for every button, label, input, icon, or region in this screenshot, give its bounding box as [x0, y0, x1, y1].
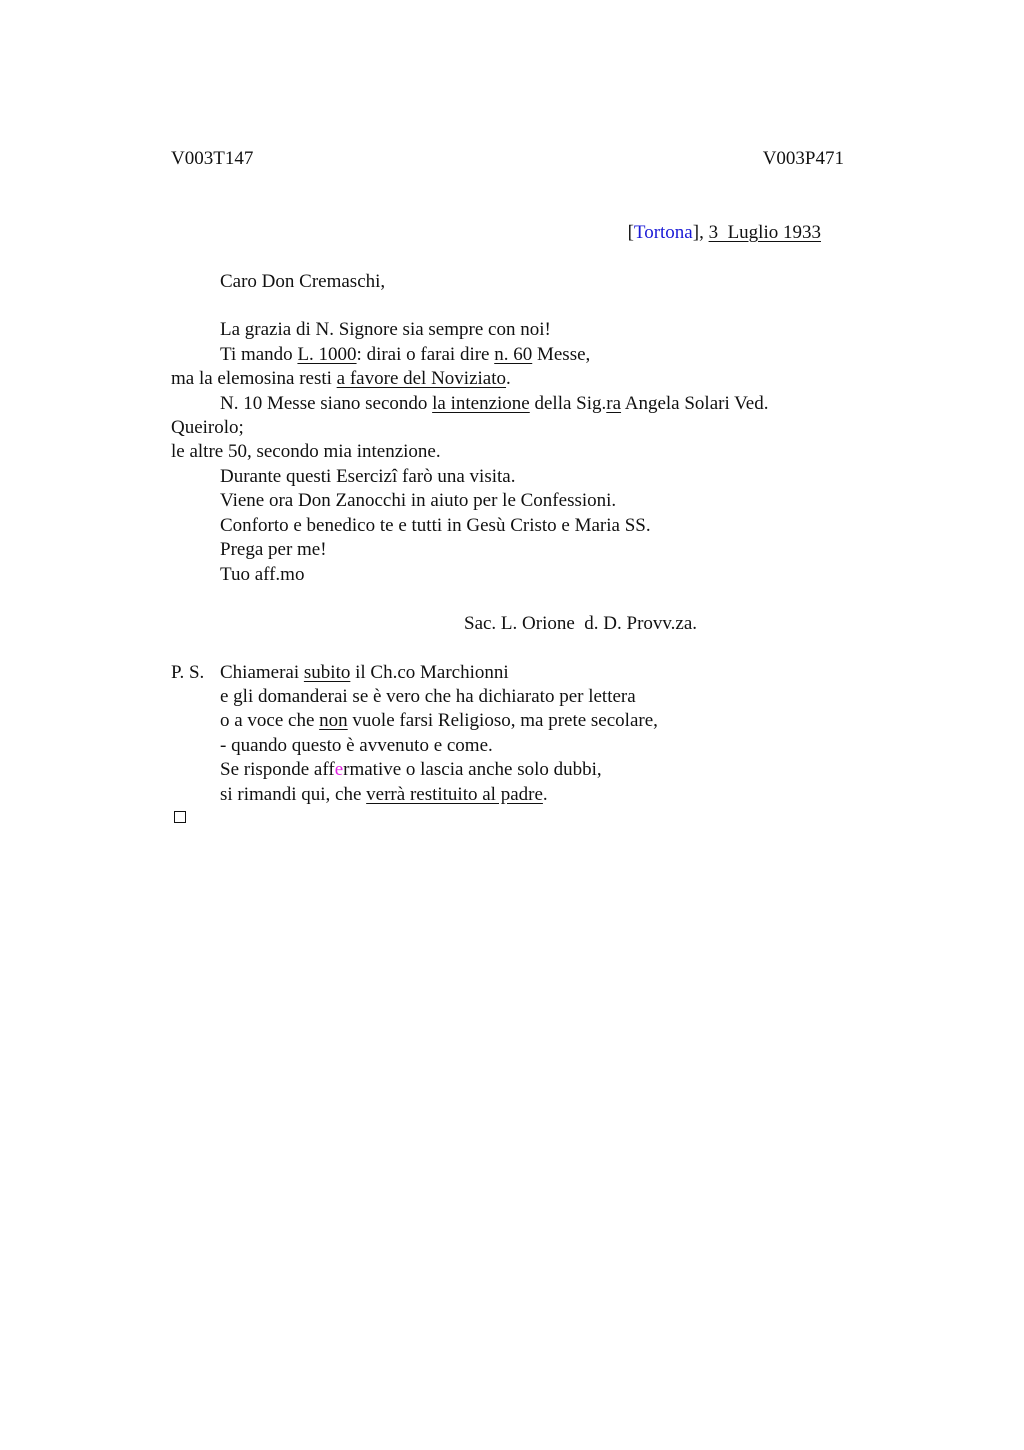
body-line-3	[171, 368, 511, 390]
text-run: il Ch.co Marchionni	[350, 662, 509, 683]
restituito-underlined: verrà restituito al padre	[366, 784, 543, 805]
text-run: N. 10 Messe siano secondo	[220, 393, 433, 414]
body-line-10: Prega per me!	[220, 539, 327, 560]
amount-underlined: L. 1000	[297, 344, 357, 365]
abbr-underlined: ra	[606, 393, 622, 414]
header-left-code: V003T147	[171, 148, 254, 169]
date-text: 3 Luglio 1933	[708, 222, 821, 243]
text-run: vuole farsi Religioso, ma prete secolare,	[347, 710, 658, 731]
ps-line-6	[220, 784, 548, 806]
greeting: Caro Don Cremaschi,	[220, 271, 386, 292]
ps-line-1	[220, 662, 509, 684]
text-run: si rimandi qui, che	[220, 784, 367, 805]
letter-date	[628, 222, 821, 244]
subito-underlined: subito	[303, 662, 351, 683]
intention-underlined: la intenzione	[432, 393, 530, 414]
body-line-1: La grazia di N. Signore sia sempre con noi!	[220, 319, 551, 340]
body-line-8: Viene ora Don Zanocchi in aiuto per le Confessioni.	[220, 490, 617, 511]
text-run: .	[542, 784, 548, 805]
non-underlined: non	[319, 710, 348, 731]
text-run: : dirai o farai dire	[356, 344, 495, 365]
date-place: Tortona	[633, 222, 693, 243]
ps-line-4: - quando questo è avvenuto e come.	[220, 735, 493, 756]
ps-line-2: e gli domanderai se è vero che ha dichiarato per lettera	[220, 686, 636, 707]
end-marker-box	[174, 811, 186, 823]
ps-line-5	[220, 759, 602, 781]
body-line-6: le altre 50, secondo mia intenzione.	[171, 441, 441, 462]
letter-annotation: e	[334, 759, 344, 780]
text-run: Messe,	[532, 344, 591, 365]
text-run: Ti mando	[220, 344, 298, 365]
body-line-11: Tuo aff.mo	[220, 564, 305, 585]
text-run: .	[506, 368, 511, 389]
text-run: Se risponde aff	[220, 759, 335, 780]
text-run: Chiamerai	[220, 662, 304, 683]
masses-count-underlined: n. 60	[494, 344, 533, 365]
bracket-close: ],	[692, 222, 704, 243]
body-line-7	[220, 466, 515, 488]
body-line-5: Queirolo;	[171, 417, 244, 438]
ps-line-3	[220, 710, 658, 732]
body-line-4	[220, 393, 768, 415]
text-run: rmative o lascia anche solo dubbi,	[343, 759, 602, 780]
text-run: ma la elemosina resti	[171, 368, 337, 389]
body-line-2	[220, 344, 590, 366]
text-run: Durante questi Esercizi	[220, 466, 398, 487]
signature: Sac. L. Orione d. D. Provv.za.	[464, 613, 698, 634]
ps-label: P. S.	[171, 662, 205, 683]
text-run: farò una visita.	[397, 466, 516, 487]
novitiate-underlined: a favore del Noviziato	[336, 368, 507, 389]
text-run: Angela Solari Ved.	[621, 393, 769, 414]
bracket-open: [	[627, 222, 634, 243]
body-line-9: Conforto e benedico te e tutti in Gesù Cristo e Maria SS.	[220, 515, 651, 536]
text-run: della Sig.	[529, 393, 607, 414]
header-right-code: V003P471	[762, 148, 844, 169]
text-run: o a voce che	[220, 710, 320, 731]
